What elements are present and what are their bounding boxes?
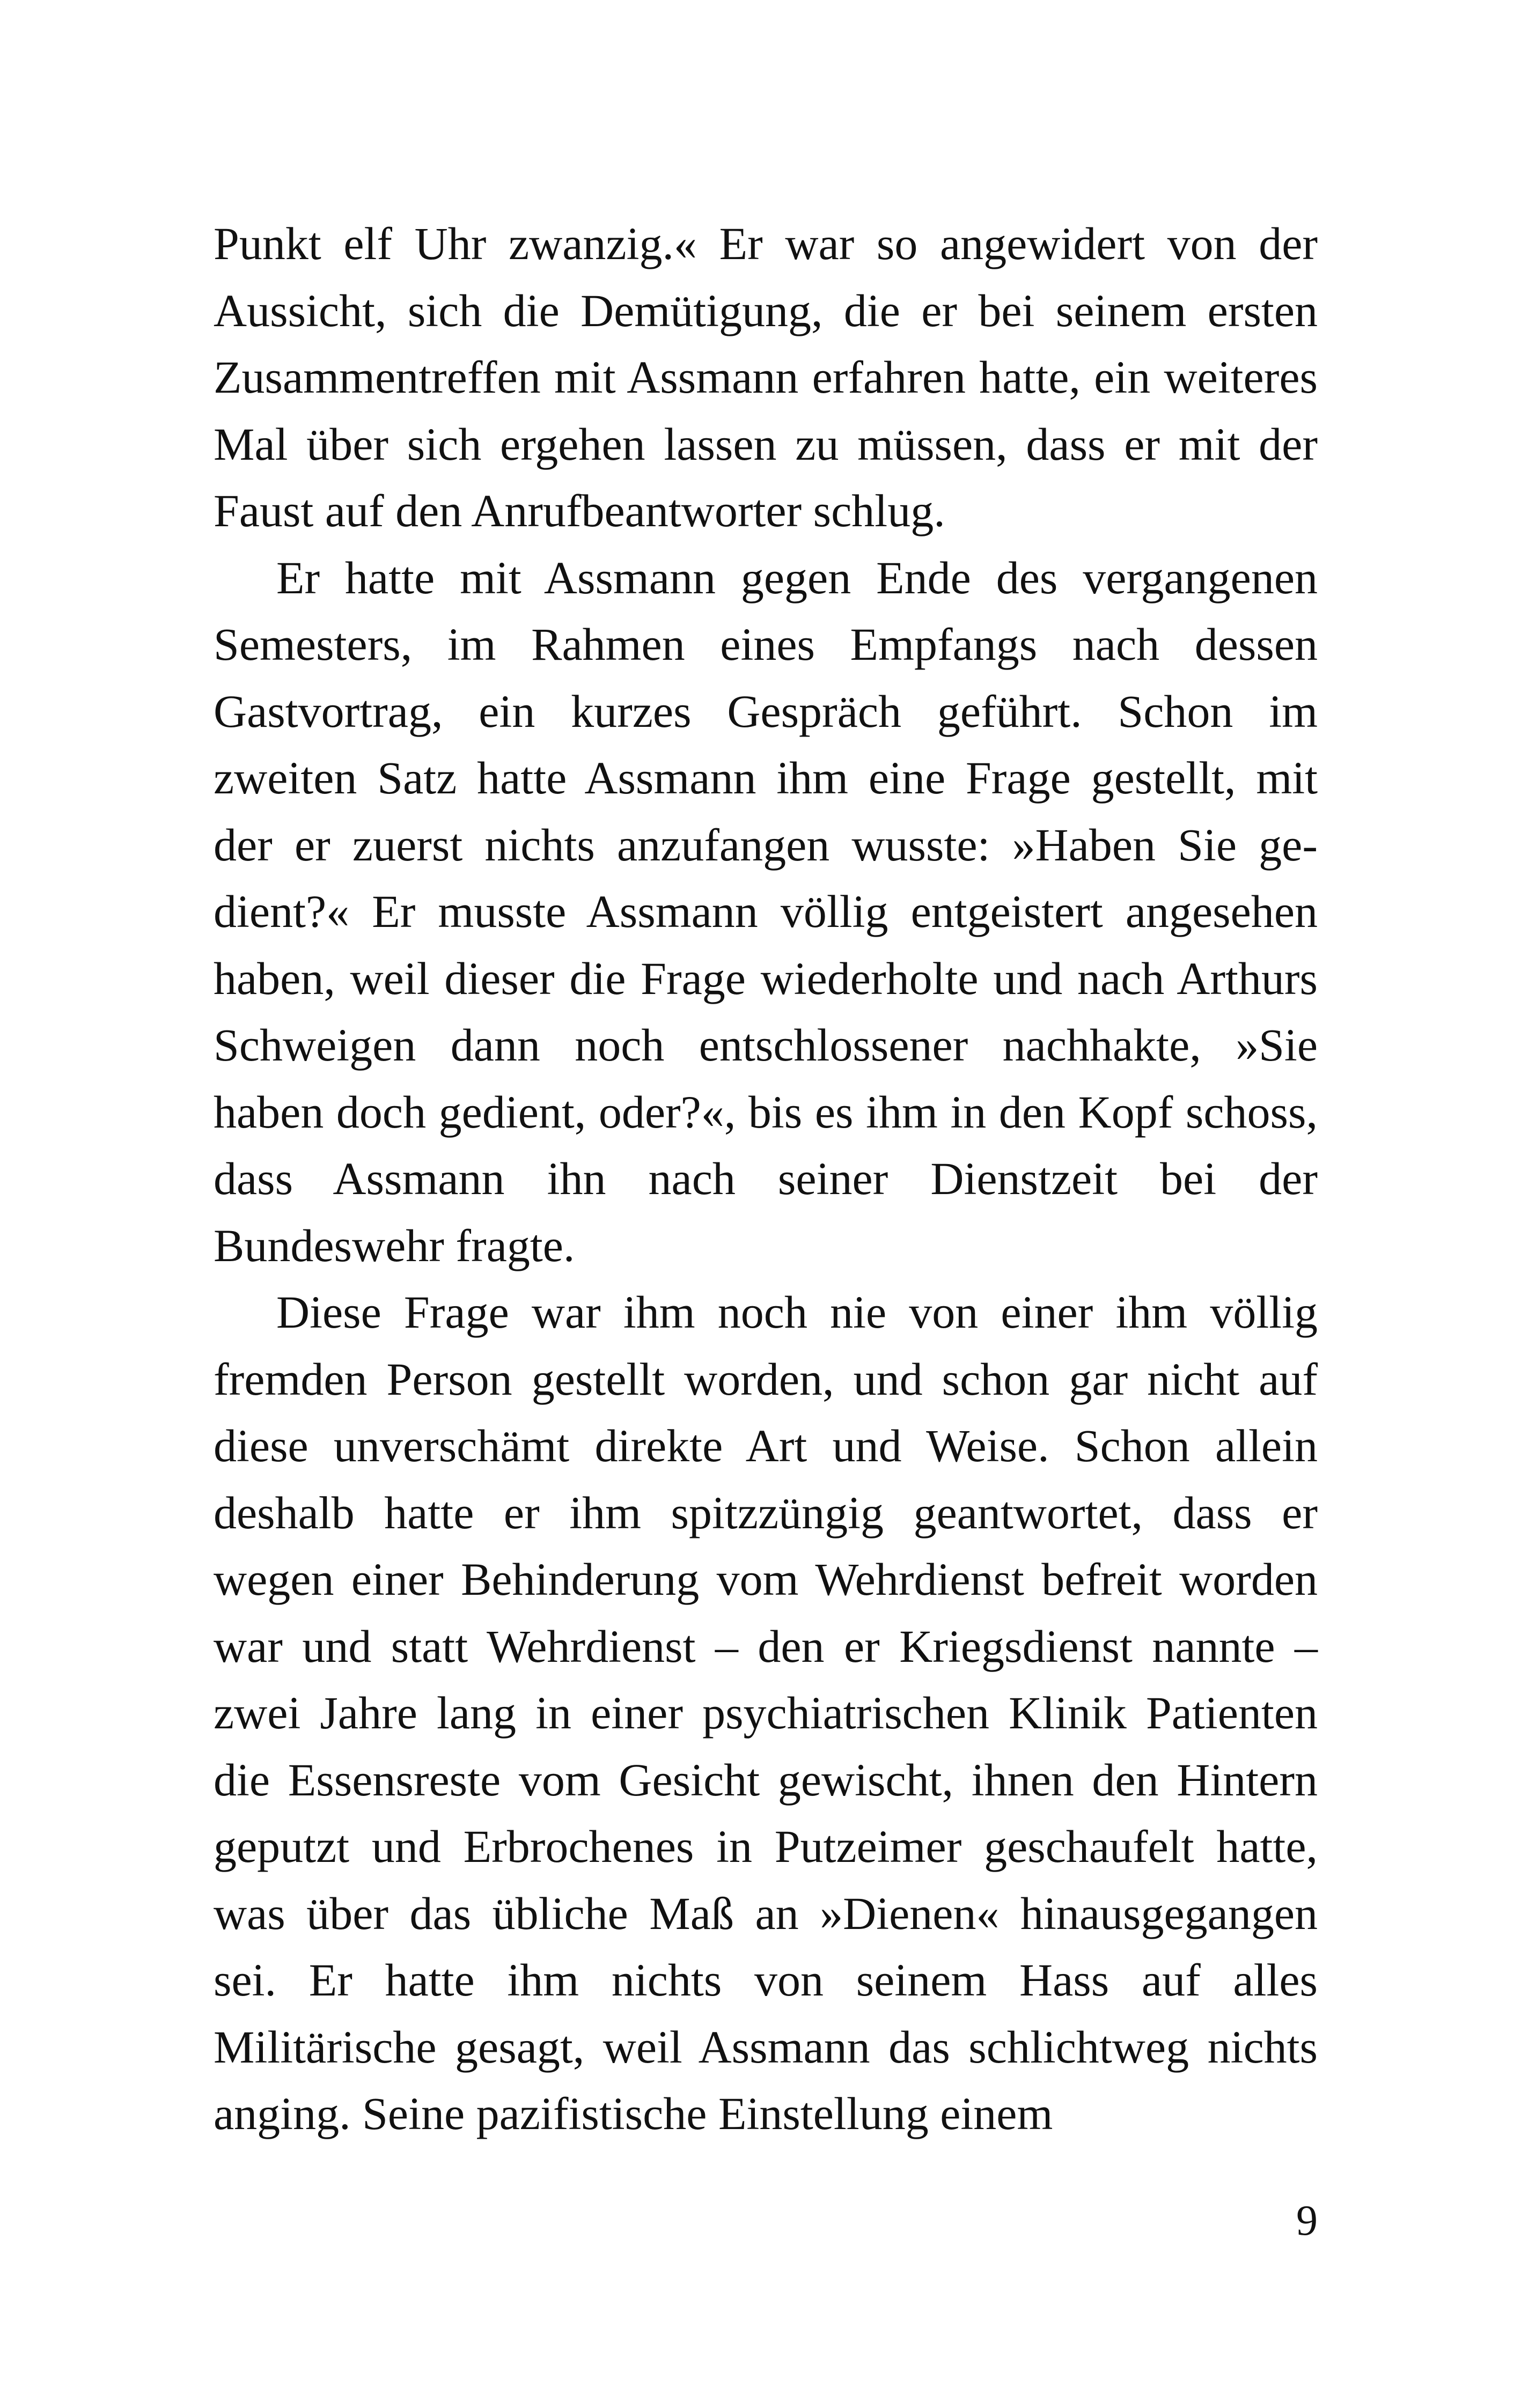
paragraph-2: Er hatte mit Assmann gegen Ende des vergangenen Semesters, im Rahmen eines Empfangs nach dessen Gastvortrag, ein kurzes Gespräch geführt. Schon im zweiten Satz hatte Assmann ihm eine Frage gestellt, mit der er zuerst nichts anzufangen wusste: »Haben Sie gedient?« Er musste Assmann völlig entgeistert angesehen haben, weil dieser die Frage wiederholte und nach Arthurs Schweigen dann noch entschlossener nachhakte, »Sie haben doch gedient, oder?«, bis es ihm in den Kopf schoss, dass Assmann ihn nach seiner Dienstzeit bei der Bundeswehr fragte.	[214, 551, 1318, 1271]
paragraph-3: Diese Frage war ihm noch nie von einer ihm völlig fremden Person gestellt worden, und schon gar nicht auf diese unverschämt direkte Art und Weise. Schon allein deshalb hatte er ihm spitzzüngig geantwortet, dass er wegen einer Behinderung vom Wehrdienst befreit worden war und statt Wehrdienst – den er Kriegsdienst nannte – zwei Jahre lang in einer psychiatrischen Klinik Patienten die Essensreste vom Gesicht gewischt, ihnen den Hintern geputzt und Erbrochenes in Putzeimer geschaufelt hatte, was über das übliche Maß an »Dienen« hinausgegangen sei. Er hatte ihm nichts von seinem Hass auf alles Militärische gesagt, weil Assmann das schlichtweg nichts anging. Seine pazifistische Einstellung einem	[214, 1286, 1318, 2139]
paragraph-1: Punkt elf Uhr zwanzig.« Er war so angewidert von der Aussicht, sich die Demütigung, die er bei seinem ersten Zusammentreffen mit Assmann erfahren hatte, ein weiteres Mal über sich ergehen lassen zu müssen, dass er mit der Faust auf den Anrufbeantworter schlug.	[214, 218, 1318, 536]
page-number: 9	[1296, 2197, 1318, 2244]
body-text	[214, 210, 1318, 2147]
